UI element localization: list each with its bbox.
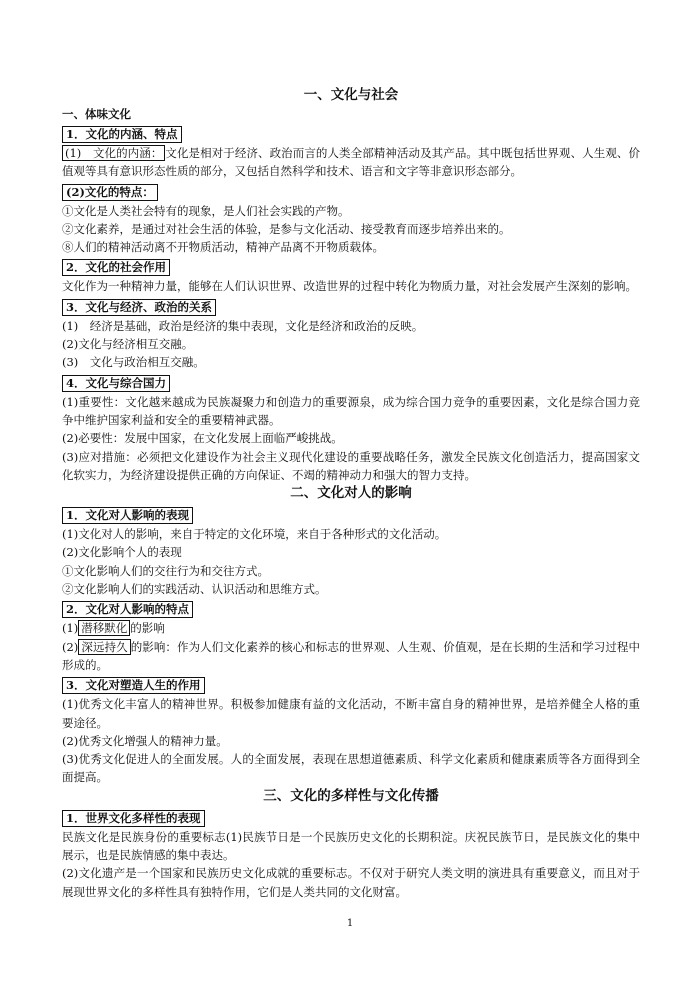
paragraph: (3)优秀文化促进人的全面发展。人的全面发展，表现在思想道德素质、科学文化素质和健康素质等各方面得到全面提高。 [62, 752, 640, 785]
paragraph: (1) 经济是基础，政治是经济的集中表现，文化是经济和政治的反映。 [62, 318, 424, 333]
section-title-culture-people: 二、文化对人的影响 [290, 485, 412, 502]
section-title-culture-society: 一、文化与社会 [303, 87, 399, 103]
paragraph [62, 638, 640, 675]
boxed-heading: 4．文化与综合国力 [62, 375, 170, 392]
paragraph [62, 619, 640, 637]
paragraph: (2)文化影响个人的表现 [62, 545, 182, 560]
boxed-heading: 3．文化对塑造人生的作用 [62, 677, 205, 694]
paragraph: ②文化素养，是通过对社会生活的体验，是参与文化活动、接受教育而逐步培养出来的。 [62, 221, 511, 236]
paragraph [62, 144, 640, 181]
boxed-heading: (2)文化的特点： [62, 184, 158, 201]
boxed-heading: 1．文化的内涵、特点 [62, 126, 182, 143]
boxed-heading: 2．文化对人影响的特点 [62, 601, 193, 618]
subsection-heading: 一、体味文化 [62, 107, 131, 121]
paragraph-text: 的影响：作为人们文化素养的核心和标志的世界观、人生观、价值观，是在长期的生活和学习过程中形成的。 [62, 639, 640, 672]
boxed-term: 深远持久 [78, 639, 130, 655]
item-number: (2) [62, 639, 79, 654]
boxed-heading: 2．文化的社会作用 [62, 259, 170, 276]
boxed-label: (1) 文化的内涵： [62, 145, 165, 161]
boxed-heading: 1．文化对人影响的表现 [62, 507, 193, 524]
boxed-heading: 3．文化与经济、政治的关系 [62, 299, 216, 316]
paragraph: ②文化影响人们的实践活动、认识活动和思维方式。 [62, 582, 327, 597]
paragraph-text: 的影响 [130, 621, 165, 636]
page-number: 1 [346, 918, 354, 929]
document-page [62, 86, 640, 901]
boxed-heading: 1．世界文化多样性的表现 [62, 810, 205, 827]
paragraph: (1)文化对人的影响，来自于特定的文化环境，来自于各种形式的文化活动。 [62, 527, 447, 542]
paragraph: (3) 文化与政治相互交融。 [62, 355, 205, 370]
paragraph: (2)文化遗产是一个国家和民族历史文化成就的重要标志。不仅对于研究人类文明的演进具有重要意义，而且对于展现世界文化的多样性具有独特作用，它们是人类共同的文化财富。 [62, 866, 640, 899]
paragraph: (1)重要性：文化越来越成为民族凝聚力和创造力的重要源泉，成为综合国力竞争的重要因素，文化是综合国力竞争中维护国家利益和安全的重要精神武器。 [62, 394, 640, 427]
boxed-term: 潜移默化 [78, 620, 130, 636]
paragraph: (2)文化与经济相互交融。 [62, 337, 194, 352]
paragraph: (2)优秀文化增强人的精神力量。 [62, 733, 228, 748]
paragraph: ①文化是人类社会特有的现象，是人们社会实践的产物。 [62, 203, 350, 218]
paragraph-text: 文化是相对于经济、政治而言的人类全部精神活动及其产品。其中既包括世界观、人生观、价值观等具有意识形态性质的部分，又包括自然科学和技术、语言和文字等非意识形态部分。 [62, 146, 640, 179]
paragraph: 文化作为一种精神力量，能够在人们认识世界、改造世界的过程中转化为物质力量，对社会发展产生深刻的影响。 [62, 279, 637, 294]
item-number: (1) [62, 621, 79, 636]
paragraph: (1)优秀文化丰富人的精神世界。积极参加健康有益的文化活动，不断丰富自身的精神世界，是培养健全人格的重要途径。 [62, 697, 640, 730]
paragraph: (2)必要性：发展中国家，在文化发展上面临严峻挑战。 [62, 431, 343, 446]
paragraph: ①文化影响人们的交往行为和交往方式。 [62, 563, 269, 578]
section-title-culture-diversity: 三、文化的多样性与文化传播 [263, 787, 439, 804]
paragraph: 民族文化是民族身份的重要标志(1)民族节日是一个民族历史文化的长期积淀。庆祝民族节日，是民族文化的集中展示，也是民族情感的集中表达。 [62, 829, 640, 863]
paragraph: ⑧人们的精神活动离不开物质活动，精神产品离不开物质载体。 [62, 240, 384, 255]
paragraph: (3)应对措施：必须把文化建设作为社会主义现代化建设的重要战略任务，激发全民族文化创造活力，提高国家文化软实力，为经济建设提供正确的方向保证、不竭的精神动力和强大的智力支持。 [62, 449, 640, 482]
